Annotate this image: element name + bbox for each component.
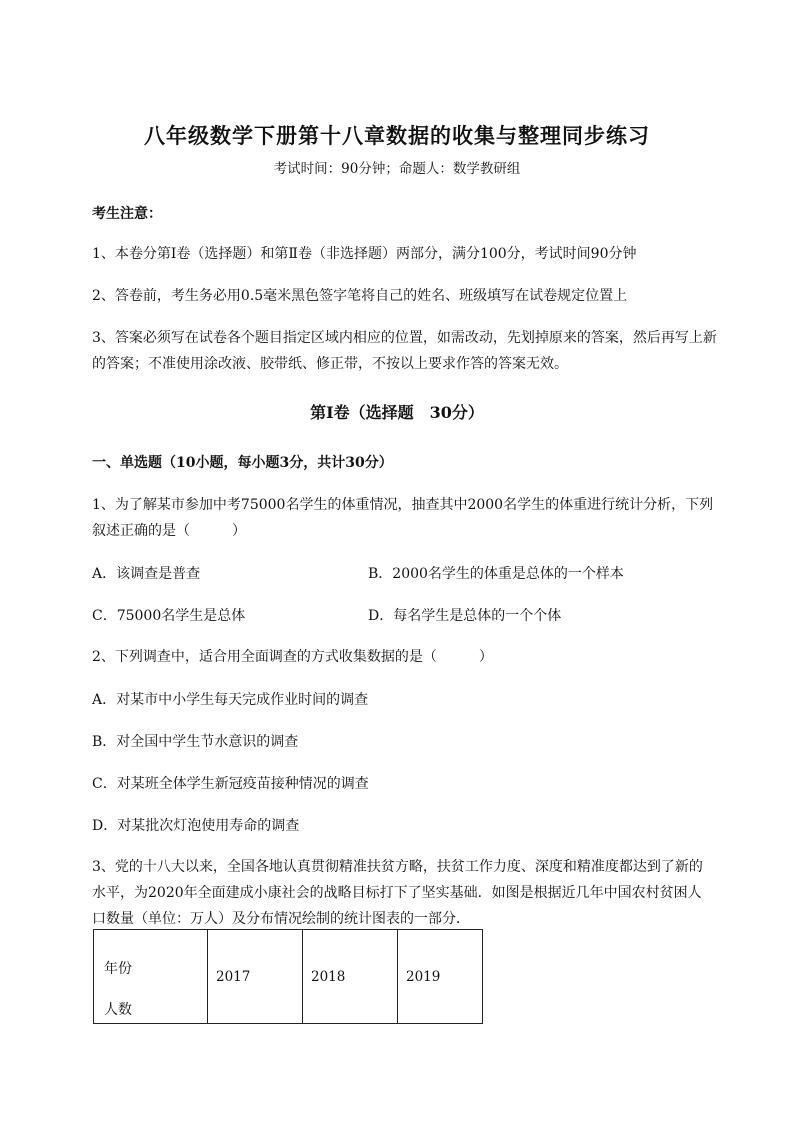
table-header-cell	[94, 930, 208, 1024]
header-people-label: 人数	[104, 1002, 132, 1018]
q2-option-a: A．对某市中小学生每天完成作业时间的调查	[92, 692, 369, 708]
population-table	[93, 929, 483, 1024]
q2-option-b: B．对全国中学生节水意识的调查	[92, 734, 299, 750]
page-subtitle: 考试时间：90分钟；命题人：数学教研组	[273, 161, 521, 177]
q3-stem: 口数量（单位：万人）及分布情况绘制的统计图表的一部分．	[92, 911, 470, 927]
q1-stem: 叙述正确的是（ ）	[92, 523, 246, 539]
header-year-label: 年份	[104, 961, 132, 977]
table-cell: 2018	[303, 930, 398, 1024]
table-cell: 2017	[208, 930, 303, 1024]
q2-option-d: D．对某批次灯泡使用寿命的调查	[92, 818, 300, 834]
notice-item: 的答案；不准使用涂改液、胶带纸、修正带，不按以上要求作答的答案无效。	[92, 356, 568, 372]
notice-heading: 考生注意：	[92, 206, 162, 222]
q3-stem: 3、党的十八大以来，全国各地认真贯彻精准扶贫方略，扶贫工作力度、深度和精准度都达到了新的	[92, 859, 703, 875]
notice-item: 2、答卷前，考生务必用0.5毫米黑色签字笔将自己的姓名、班级填写在试卷规定位置上	[92, 288, 628, 304]
table-row	[94, 930, 483, 1024]
q1-stem: 1、为了解某市参加中考75000名学生的体重情况，抽查其中2000名学生的体重进行统计分析，下列	[92, 497, 714, 513]
q1-option-c: C．75000名学生是总体	[92, 608, 246, 624]
notice-item: 3、答案必须写在试卷各个题目指定区域内相应的位置，如需改动，先划掉原来的答案，然后再写上新	[92, 330, 717, 346]
page-title: 八年级数学下册第十八章数据的收集与整理同步练习	[144, 123, 650, 148]
q1-option-b: B．2000名学生的体重是总体的一个样本	[368, 566, 624, 582]
q1-option-d: D．每名学生是总体的一个个体	[368, 608, 562, 624]
table-cell: 2019	[398, 930, 483, 1024]
q2-option-c: C．对某班全体学生新冠疫苗接种情况的调查	[92, 776, 369, 792]
q1-option-a: A．该调查是普查	[92, 566, 201, 582]
section-title: 第I卷（选择题 30分）	[310, 403, 484, 422]
part-heading: 一、单选题（10小题，每小题3分，共计30分）	[92, 455, 393, 471]
notice-item: 1、本卷分第I卷（选择题）和第Ⅱ卷（非选择题）两部分，满分100分，考试时间90分钟	[92, 246, 637, 262]
q3-stem: 水平，为2020年全面建成小康社会的战略目标打下了坚实基础．如图是根据近几年中国农村贫困人	[92, 885, 702, 901]
q2-stem: 2、下列调查中，适合用全面调查的方式收集数据的是（ ）	[92, 649, 493, 665]
